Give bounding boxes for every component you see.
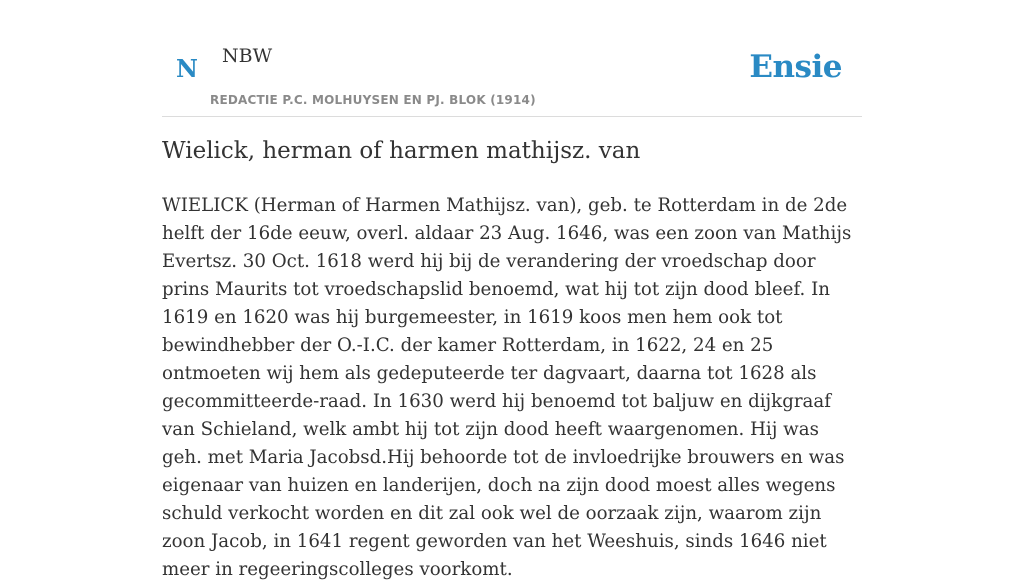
article-body: WIELICK (Herman of Harmen Mathijsz. van), geb. te Rotterdam in de 2de helft der 16de eeuw, overl. aldaar 23 Aug. 1646, was een zoon van Mathijs Evertsz. 30 Oct. 1618 werd hij bij de verandering der vroedschap door prins Maurits tot vroedschapslid benoemd, wat hij tot zijn dood bleef. In 1619 en 1620 was hij burgemeester, in 1619 koos men hem ook tot bewindhebber der O.-I.C. der kamer Rotterdam, in 1622, 24 en 25 ontmoeten wij hem als gedeputeerde ter dagvaart, daarna tot 1628 als gecommitteerde-raad. In 1630 werd hij benoemd tot baljuw en dijkgraaf van Schieland, welk ambt hij tot zijn dood heeft waargenomen. Hij was geh. met Maria Jacobsd.Hij behoorde tot de invloedrijke brouwers en was eigenaar van huizen en landerijen, doch na zijn dood moest alles wegens schuld verkocht worden en dit zal ook wel de oorzaak zijn, waarom zijn zoon Jacob, in 1641 regent geworden van het Weeshuis, sinds 1646 niet meer in regeeringscolleges voorkomt. xyxy=(162,195,852,580)
site-header xyxy=(162,0,862,117)
ensie-logo[interactable]: Ensie xyxy=(749,49,842,85)
article-title: Wielick, herman of harmen mathijsz. van xyxy=(162,138,641,164)
editor-subtitle: REDACTIE P.C. MOLHUYSEN EN PJ. BLOK (1914) xyxy=(210,93,536,107)
site-name[interactable]: NBW xyxy=(222,45,273,67)
nbw-logo-icon[interactable]: N xyxy=(176,54,198,83)
